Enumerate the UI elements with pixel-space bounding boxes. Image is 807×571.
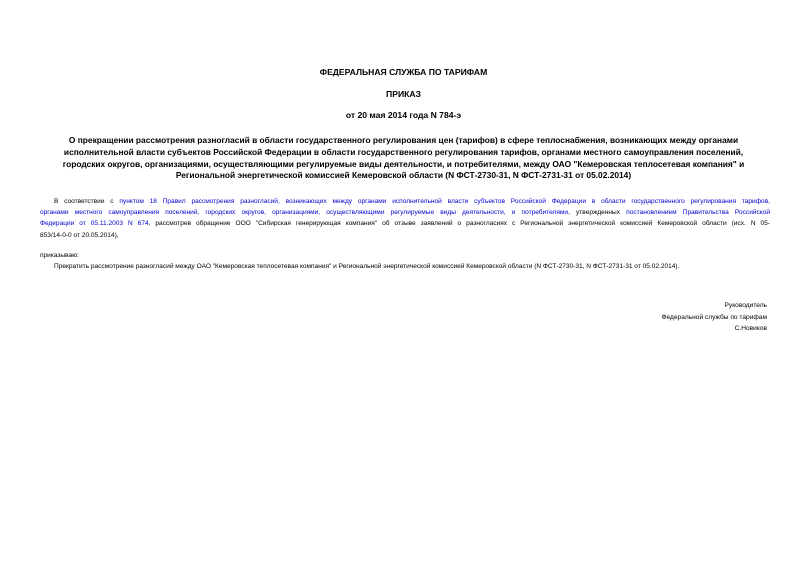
- signature-block: [467, 300, 767, 335]
- preamble-line: [40, 207, 770, 218]
- signer-name: С.Новиков: [734, 325, 767, 332]
- preamble-prefix: В соответствии с: [54, 198, 120, 205]
- agency-name: ФЕДЕРАЛЬНАЯ СЛУЖБА ПО ТАРИФАМ: [319, 67, 488, 77]
- title-line: Региональной энергетической комиссией Кемеровской области (N ФСТ-2730-31, N ФСТ-2731-31 от 05.02.2014): [175, 170, 632, 181]
- preamble-mid: , утвержденных: [568, 209, 627, 217]
- preamble-paragraph: [40, 196, 770, 241]
- government-decree-link[interactable]: постановлением Правительства Российской: [626, 209, 771, 217]
- title-line: исполнительной власти субъектов Российской Федерации в области государственного регулирования тарифов, органами местного самоуправления поселений,: [63, 146, 744, 157]
- signer-position-line2: Федеральной службы по тарифам: [661, 313, 767, 321]
- preamble-suffix: , рассмотрев обращение ООО "Сибирская генерирующая компания" об отзыве заявлений о разногласиях с Региональной энергетической комиссией Кемеровской области (исх. N 05-: [148, 220, 770, 228]
- document-date-number: от 20 мая 2014 года N 784-э: [345, 110, 462, 120]
- preamble-line: [40, 196, 770, 207]
- order-label: приказываю:: [40, 252, 79, 259]
- order-section: [40, 250, 770, 272]
- government-decree-link-continued[interactable]: Федерации от 05.11.2003 N 674: [40, 220, 149, 228]
- preamble-line: 853/14-0-0 от 20.05.2014),: [40, 231, 119, 239]
- document-type: ПРИКАЗ: [386, 89, 421, 99]
- title-line: городских округов, организациями, осуществляющими регулируемые виды деятельности, и потребителями, между ОАО "Кемеровская теплосетевая компания" и: [62, 158, 745, 169]
- order-text: Прекратить рассмотрение разногласий между ОАО "Кемеровская теплосетевая компания" и Региональной энергетической комиссией Кемеровской области (N ФСТ-2730-31, N ФСТ-2731-31 от 05.02.2014).: [54, 263, 680, 271]
- document-title: [40, 135, 767, 182]
- title-line: О прекращении рассмотрения разногласий в области государственного регулирования цен (тарифов) в сфере теплоснабжения, возникающих между органами: [68, 135, 739, 145]
- rules-link-continued[interactable]: органами местного самоуправления поселений, городских округов, организациями, осуществляющими регулируемые виды деятельности, и потребителями: [40, 209, 569, 217]
- preamble-line: [40, 218, 770, 229]
- signer-position-line1: Руководитель: [724, 302, 767, 309]
- rules-link[interactable]: пунктом 18 Правил рассмотрения разногласий, возникающих между органами исполнительной власти субъектов Российской Федерации в области государственного регулирования тарифов,: [119, 198, 770, 205]
